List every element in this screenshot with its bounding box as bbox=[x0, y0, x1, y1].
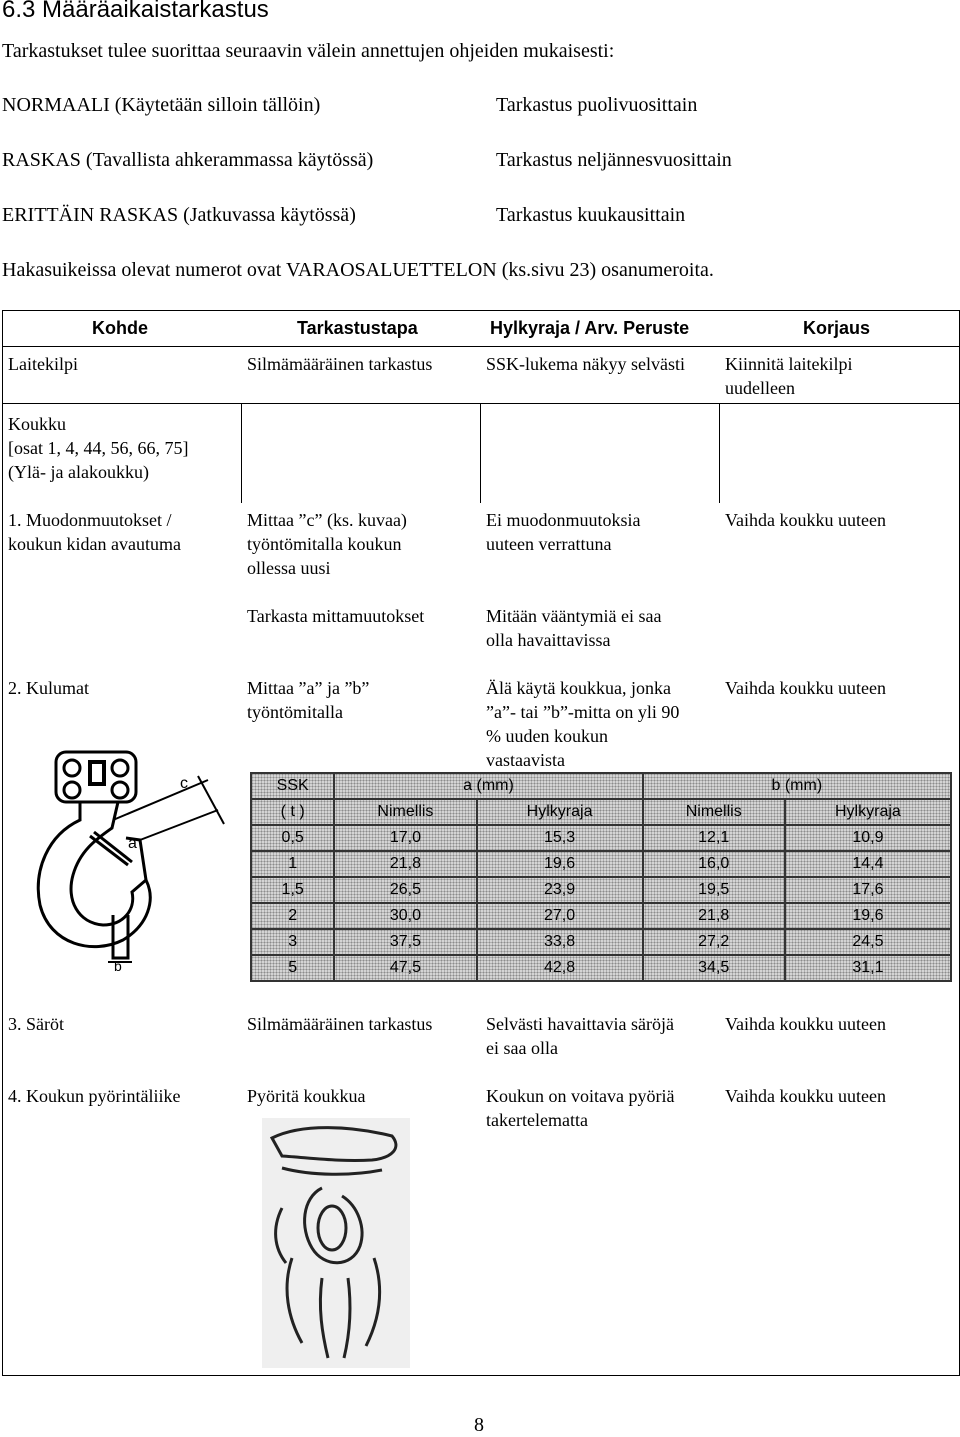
table-row bbox=[251, 929, 951, 955]
ssk-subhead: Nimellis bbox=[334, 799, 476, 825]
ssk-cell: 17,0 bbox=[334, 825, 476, 851]
ssk-head-ssk: SSK bbox=[251, 773, 334, 799]
header-tarkastustapa: Tarkastustapa bbox=[297, 318, 418, 338]
ssk-cell: 19,5 bbox=[643, 877, 785, 903]
ssk-cell: 27,2 bbox=[643, 929, 785, 955]
row-sarot-raja: Selvästi havaittavia säröjä ei saa olla bbox=[486, 1014, 674, 1058]
row-muodonmuutokset-tapa2: Tarkasta mittamuutokset bbox=[247, 606, 425, 626]
ssk-cell: 10,9 bbox=[785, 825, 951, 851]
ssk-cell: 42,8 bbox=[477, 955, 643, 981]
interval-usage: RASKAS (Tavallista ahkerammassa käytössä) bbox=[2, 149, 374, 171]
ssk-cell: 21,8 bbox=[334, 851, 476, 877]
row-muodonmuutokset-tapa: Mittaa ”c” (ks. kuvaa) työntömitalla koukun ollessa uusi bbox=[247, 510, 407, 578]
ssk-cell: 26,5 bbox=[334, 877, 476, 903]
interval-value: Tarkastus neljännesvuosittain bbox=[496, 149, 732, 171]
row-pyorinta-raja: Koukun on voitava pyöriä takertelematta bbox=[486, 1086, 675, 1130]
ssk-cell: 19,6 bbox=[785, 903, 951, 929]
header-hylkyraja: Hylkyraja / Arv. Peruste bbox=[490, 318, 690, 338]
ssk-cell: 3 bbox=[251, 929, 334, 955]
ssk-cell: 30,0 bbox=[334, 903, 476, 929]
row-muodonmuutokset-raja2: Mitään vääntymiä ei saa olla havaittavissa bbox=[486, 606, 662, 650]
table-row bbox=[251, 877, 951, 903]
row-kulumat-korjaus: Vaihda koukku uuteen bbox=[725, 678, 886, 698]
interval-value: Tarkastus puolivuosittain bbox=[496, 94, 698, 116]
ssk-cell: 23,9 bbox=[477, 877, 643, 903]
table-row bbox=[251, 955, 951, 981]
section-title: 6.3 Määräaikaistarkastus bbox=[2, 0, 269, 23]
row-laitekilpi-kohde: Laitekilpi bbox=[8, 354, 78, 374]
ssk-subhead: Hylkyraja bbox=[477, 799, 643, 825]
page-number: 8 bbox=[474, 1414, 484, 1436]
row-sarot-tapa: Silmämääräinen tarkastus bbox=[247, 1014, 433, 1034]
table-row bbox=[251, 825, 951, 851]
row-sarot-kohde: 3. Säröt bbox=[8, 1014, 64, 1034]
ssk-cell: 12,1 bbox=[643, 825, 785, 851]
row-muodonmuutokset-korjaus: Vaihda koukku uuteen bbox=[725, 510, 886, 530]
ssk-subhead: Nimellis bbox=[643, 799, 785, 825]
hook-label-a: a bbox=[128, 835, 137, 852]
row-muodonmuutokset-kohde: 1. Muodonmuutokset / koukun kidan avautuma bbox=[8, 510, 181, 554]
ssk-cell: 15,3 bbox=[477, 825, 643, 851]
ssk-dimension-table bbox=[250, 772, 952, 982]
row-pyorinta-korjaus: Vaihda koukku uuteen bbox=[725, 1086, 886, 1106]
row-kulumat-raja: Älä käytä koukkua, jonka ”a”- tai ”b”-mitta on yli 90 % uuden koukun vastaavista bbox=[486, 678, 680, 770]
row-pyorinta-kohde: 4. Koukun pyörintäliike bbox=[8, 1086, 181, 1106]
ssk-cell: 1 bbox=[251, 851, 334, 877]
ssk-subhead: ( t ) bbox=[251, 799, 334, 825]
row-laitekilpi-korjaus: Kiinnitä laitekilpi uudelleen bbox=[725, 354, 853, 398]
ssk-cell: 34,5 bbox=[643, 955, 785, 981]
ssk-cell: 47,5 bbox=[334, 955, 476, 981]
ssk-cell: 33,8 bbox=[477, 929, 643, 955]
ssk-subhead: Hylkyraja bbox=[785, 799, 951, 825]
ssk-cell: 16,0 bbox=[643, 851, 785, 877]
ssk-cell: 27,0 bbox=[477, 903, 643, 929]
ssk-cell: 1,5 bbox=[251, 877, 334, 903]
row-muodonmuutokset-raja: Ei muodonmuutoksia uuteen verrattuna bbox=[486, 510, 641, 554]
hand-rotating-hook-illustration bbox=[262, 1118, 410, 1368]
ssk-cell: 5 bbox=[251, 955, 334, 981]
hook-label-b: b bbox=[114, 958, 122, 974]
table-row bbox=[251, 799, 951, 825]
hook-illustration bbox=[28, 740, 228, 975]
header-korjaus: Korjaus bbox=[803, 318, 871, 338]
ssk-head-b: b (mm) bbox=[643, 773, 951, 799]
row-kulumat-tapa: Mittaa ”a” ja ”b” työntömitalla bbox=[247, 678, 370, 722]
row-koukku-kohde: Koukku [osat 1, 4, 44, 56, 66, 75] (Ylä- ja alakoukku) bbox=[8, 414, 189, 482]
row-sarot-korjaus: Vaihda koukku uuteen bbox=[725, 1014, 886, 1034]
intro-text: Tarkastukset tulee suorittaa seuraavin välein annettujen ohjeiden mukaisesti: bbox=[2, 40, 615, 62]
ssk-cell: 0,5 bbox=[251, 825, 334, 851]
ssk-cell: 37,5 bbox=[334, 929, 476, 955]
interval-usage: NORMAALI (Käytetään silloin tällöin) bbox=[2, 94, 321, 116]
ssk-cell: 14,4 bbox=[785, 851, 951, 877]
row-laitekilpi-tapa: Silmämääräinen tarkastus bbox=[247, 354, 433, 374]
header-kohde: Kohde bbox=[92, 318, 148, 338]
row-kulumat-kohde: 2. Kulumat bbox=[8, 678, 89, 698]
ssk-head-a: a (mm) bbox=[334, 773, 642, 799]
ssk-cell: 21,8 bbox=[643, 903, 785, 929]
ssk-cell: 19,6 bbox=[477, 851, 643, 877]
interval-usage: ERITTÄIN RASKAS (Jatkuvassa käytössä) bbox=[2, 204, 356, 226]
interval-value: Tarkastus kuukausittain bbox=[496, 204, 686, 226]
ssk-cell: 2 bbox=[251, 903, 334, 929]
note-text: Hakasuikeissa olevat numerot ovat VARAOSALUETTELON (ks.sivu 23) osanumeroita. bbox=[2, 259, 714, 281]
table-row bbox=[251, 773, 951, 799]
table-row bbox=[251, 903, 951, 929]
row-pyorinta-tapa: Pyöritä koukkua bbox=[247, 1086, 366, 1106]
row-laitekilpi-raja: SSK-lukema näkyy selvästi bbox=[486, 354, 685, 374]
ssk-cell: 24,5 bbox=[785, 929, 951, 955]
ssk-cell: 17,6 bbox=[785, 877, 951, 903]
ssk-cell: 31,1 bbox=[785, 955, 951, 981]
hook-label-c: c bbox=[180, 775, 188, 792]
table-row bbox=[251, 851, 951, 877]
